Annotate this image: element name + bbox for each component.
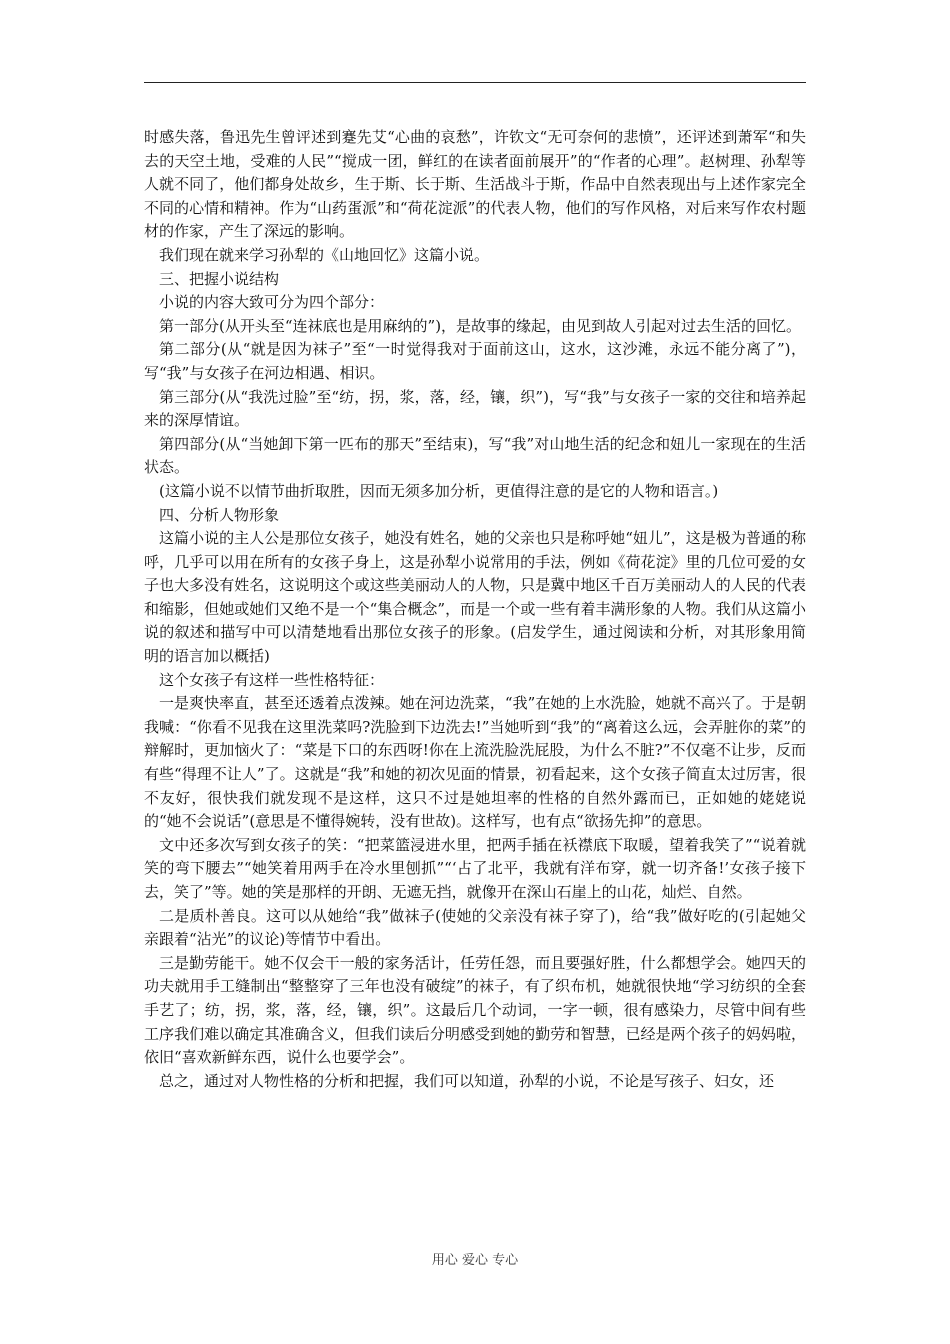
paragraph: 第三部分(从“我洗过脸”至“纺，拐，浆，落，经，镶，织”)，写“我”与女孩子一家的交往和培养起来的深厚情谊。 xyxy=(144,387,806,430)
paragraph: 三是勤劳能干。她不仅会干一般的家务活计，任劳任怨，而且要强好胜，什么都想学会。她四天的功夫就用手工缝制出“整整穿了三年也没有破绽”的袜子，有了织布机，她就很快地“学习纺织的全套手艺了；纺，拐，浆，落，经，镶，织”。这最后几个动词，一字一顿，很有感染力，尽管中间有些工序我们难以确定其准确含义，但我们读后分明感受到她的勤劳和智慧，已经是两个孩子的妈妈啦，依旧“喜欢新鲜东西，说什么也要学会”。 xyxy=(144,953,806,1067)
paragraph: 文中还多次写到女孩子的笑：“把菜篮浸进水里，把两手插在袄襟底下取暖，望着我笑了”“说着就笑的弯下腰去”“她笑着用两手在冷水里刨抓”“‘占了北平，我就有洋布穿，就一切齐备!’女孩子接下去，笑了”等。她的笑是那样的开朗、无遮无挡，就像开在深山石崖上的山花，灿烂、自然。 xyxy=(144,835,806,901)
paragraph: 这个女孩子有这样一些性格特征： xyxy=(159,670,385,689)
paragraph: (这篇小说不以情节曲折取胜，因而无须多加分析，更值得注意的是它的人物和语言。) xyxy=(159,481,719,500)
paragraph: 四、分析人物形象 xyxy=(159,505,280,524)
paragraph: 二是质朴善良。这可以从她给“我”做袜子(使她的父亲没有袜子穿了)，给“我”做好吃的(引起她父亲跟着“沾光”的议论)等情节中看出。 xyxy=(144,906,806,949)
paragraph: 总之，通过对人物性格的分析和把握，我们可以知道，孙犁的小说，不论是写孩子、妇女，还 xyxy=(159,1071,775,1090)
paragraph: 时感失落，鲁迅先生曾评述到蹇先艾“心曲的哀愁”，许钦文“无可奈何的悲愤”，还评述到萧军“和失去的天空土地，受难的人民”“搅成一团，鲜红的在读者面前展开”的“作者的心理”。赵树理、孙犁等人就不同了，他们都身处故乡，生于斯、长于斯、生活战斗于斯，作品中自然表现出与上述作家完全不同的心情和精神。作为“山药蛋派”和“荷花淀派”的代表人物，他们的写作风格，对后来写作农村题材的作家，产生了深远的影响。 xyxy=(144,128,806,241)
paragraph: 我们现在就来学习孙犁的《山地回忆》这篇小说。 xyxy=(159,245,490,264)
page-footer: 用心 爱心 专心 xyxy=(431,1253,519,1268)
paragraph: 一是爽快率直，甚至还透着点泼辣。她在河边洗菜，“我”在她的上水洗脸，她就不高兴了。于是朝我喊：“你看不见我在这里洗菜吗?洗脸到下边洗去!”当她听到“我”的“离着这么远，会弄脏你的菜”的辩解时，更加恼火了：“菜是下口的东西呀!你在上流洗脸洗屁股，为什么不脏?”不仅毫不让步，反而有些“得理不让人”了。这就是“我”和她的初次见面的情景，初看起来，这个女孩子简直太过厉害，很不友好，很快我们就发现不是这样，这只不过是她坦率的性格的自然外露而已，正如她的姥姥说的“她不会说话”(意思是不懂得婉转，没有世故)。这样写，也有点“欲扬先抑”的意思。 xyxy=(144,694,806,831)
paragraph: 小说的内容大致可分为四个部分： xyxy=(159,293,385,312)
header-rule xyxy=(144,82,806,83)
paragraph: 这篇小说的主人公是那位女孩子，她没有姓名，她的父亲也只是称呼她“妞儿”，这是极为普通的称呼，几乎可以用在所有的女孩子身上，这是孙犁小说常用的手法，例如《荷花淀》里的几位可爱的女子也大多没有姓名，这说明这个或这些美丽动人的人物，只是冀中地区千百万美丽动人的人民的代表和缩影，但她或她们又绝不是一个“集合概念”，而是一个或一些有着丰满形象的人物。我们从这篇小说的叙述和描写中可以清楚地看出那位女孩子的形象。(启发学生，通过阅读和分析，对其形象用简明的语言加以概括) xyxy=(144,529,806,666)
paragraph: 第一部分(从开头至“连袜底也是用麻纳的”)，是故事的缘起，由见到故人引起对过去生活的回忆。 xyxy=(159,316,802,335)
paragraph: 第二部分(从“就是因为袜子”至“一时觉得我对于面前这山，这水，这沙滩，永远不能分离了”)，写“我”与女孩子在河边相遇、相识。 xyxy=(144,340,806,382)
paragraph: 三、把握小说结构 xyxy=(159,269,280,288)
paragraph: 第四部分(从“当她卸下第一匹布的那天”至结束)，写“我”对山地生活的纪念和妞儿一家现在的生活状态。 xyxy=(144,434,806,477)
document-body xyxy=(144,126,806,1093)
